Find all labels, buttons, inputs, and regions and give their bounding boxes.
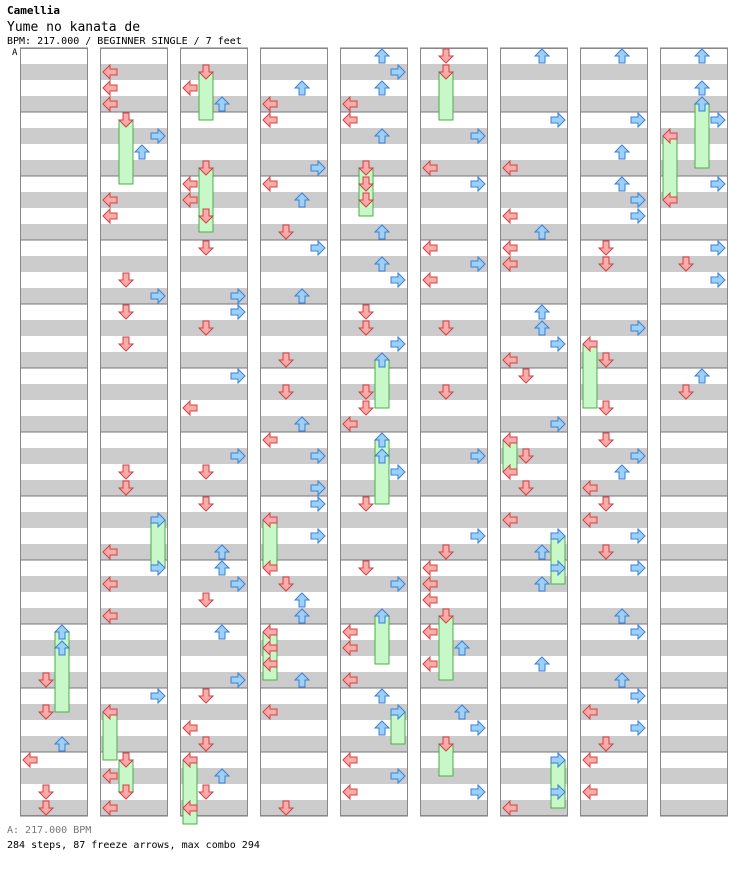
freeze-body (663, 136, 677, 200)
lane-stripe (660, 320, 728, 336)
arrow-note (711, 113, 725, 127)
arrow-note (199, 241, 213, 255)
lane-stripe (20, 544, 88, 560)
arrow-note (711, 273, 725, 287)
lane-stripe (660, 512, 728, 528)
lane-stripe (580, 608, 648, 624)
arrow-note (183, 177, 197, 191)
lane-stripe (420, 800, 488, 816)
lane-stripe (180, 64, 248, 80)
lane-stripe (420, 192, 488, 208)
arrow-note (471, 177, 485, 191)
lane-stripe (500, 64, 568, 80)
arrow-note (439, 49, 453, 63)
arrow-note (503, 241, 517, 255)
arrow-note (615, 177, 629, 191)
lane-stripe (20, 160, 88, 176)
lane-stripe (660, 352, 728, 368)
lane-stripe (500, 192, 568, 208)
arrow-note (343, 113, 357, 127)
arrow-note (103, 209, 117, 223)
lane-stripe (580, 672, 648, 688)
arrow-note (631, 529, 645, 543)
arrow-note (695, 81, 709, 95)
lane-stripe (660, 608, 728, 624)
lane-stripe (660, 64, 728, 80)
arrow-note (519, 369, 533, 383)
lane-stripe (420, 704, 488, 720)
arrow-note (295, 593, 309, 607)
lane-stripe (660, 672, 728, 688)
lane-stripe (580, 96, 648, 112)
lane-stripe (500, 672, 568, 688)
lane-stripe (420, 288, 488, 304)
lane-stripe (420, 544, 488, 560)
arrow-note (343, 625, 357, 639)
lane-stripe (420, 320, 488, 336)
arrow-note (391, 337, 405, 351)
lane-stripe (20, 224, 88, 240)
arrow-note (135, 145, 149, 159)
lane-stripe (660, 384, 728, 400)
arrow-note (183, 721, 197, 735)
lane-stripe (180, 128, 248, 144)
lane-stripe (20, 64, 88, 80)
lane-stripe (260, 800, 328, 816)
arrow-note (151, 689, 165, 703)
arrow-note (263, 433, 277, 447)
arrow-note (423, 593, 437, 607)
lane-stripe (580, 640, 648, 656)
lane-stripe (100, 480, 168, 496)
arrow-note (535, 657, 549, 671)
arrow-note (231, 369, 245, 383)
lane-stripe (580, 576, 648, 592)
arrow-note (599, 433, 613, 447)
lane-stripe (580, 544, 648, 560)
lane-stripe (100, 640, 168, 656)
lane-stripe (20, 672, 88, 688)
lane-stripe (20, 704, 88, 720)
arrow-note (551, 337, 565, 351)
lane-stripe (660, 768, 728, 784)
lane-stripe (20, 576, 88, 592)
lane-stripe (260, 128, 328, 144)
lane-stripe (580, 64, 648, 80)
lane-stripe (100, 256, 168, 272)
lane-stripe (660, 480, 728, 496)
lane-stripe (180, 224, 248, 240)
lane-stripe (420, 384, 488, 400)
lane-stripe (20, 640, 88, 656)
lane-stripe (100, 160, 168, 176)
lane-stripe (580, 736, 648, 752)
lane-stripe (20, 512, 88, 528)
lane-stripe (340, 160, 408, 176)
lane-stripe (20, 736, 88, 752)
lane-stripe (660, 704, 728, 720)
lane-stripe (420, 512, 488, 528)
lane-stripe (20, 480, 88, 496)
bpm-legend: A: 217.000 BPM (7, 825, 92, 836)
arrow-note (359, 561, 373, 575)
arrow-note (599, 241, 613, 255)
lane-stripe (660, 736, 728, 752)
arrow-note (263, 177, 277, 191)
arrow-note (375, 721, 389, 735)
lane-stripe (420, 768, 488, 784)
arrow-note (311, 497, 325, 511)
arrow-note (423, 561, 437, 575)
arrow-note (215, 561, 229, 575)
lane-stripe (660, 800, 728, 816)
arrow-note (103, 81, 117, 95)
lane-stripe (100, 416, 168, 432)
arrow-note (631, 209, 645, 223)
bpm-marker-label: A (12, 48, 18, 58)
lane-stripe (260, 576, 328, 592)
lane-stripe (500, 224, 568, 240)
lane-stripe (420, 736, 488, 752)
arrow-note (391, 465, 405, 479)
lane-stripe (260, 384, 328, 400)
lane-stripe (660, 640, 728, 656)
lane-stripe (340, 384, 408, 400)
freeze-body (583, 344, 597, 408)
arrow-note (231, 305, 245, 319)
lane-stripe (580, 768, 648, 784)
lane-stripe (180, 640, 248, 656)
lane-stripe (660, 224, 728, 240)
arrow-note (119, 305, 133, 319)
arrow-note (199, 593, 213, 607)
arrow-note (631, 721, 645, 735)
arrow-note (551, 113, 565, 127)
lane-stripe (580, 160, 648, 176)
lane-stripe (340, 256, 408, 272)
arrow-note (423, 241, 437, 255)
lane-stripe (20, 800, 88, 816)
lane-stripe (100, 320, 168, 336)
arrow-note (503, 209, 517, 223)
arrow-note (615, 49, 629, 63)
lane-stripe (20, 96, 88, 112)
lane-stripe (420, 416, 488, 432)
lane-stripe (580, 256, 648, 272)
arrow-note (423, 273, 437, 287)
lane-stripe (180, 96, 248, 112)
arrow-note (711, 177, 725, 191)
arrow-note (295, 81, 309, 95)
arrow-note (423, 625, 437, 639)
arrow-note (263, 113, 277, 127)
lane-stripe (100, 224, 168, 240)
arrow-note (535, 49, 549, 63)
lane-stripe (260, 288, 328, 304)
lane-stripe (180, 352, 248, 368)
lane-stripe (20, 352, 88, 368)
lane-stripe (20, 608, 88, 624)
lane-stripe (180, 736, 248, 752)
freeze-body (439, 616, 453, 680)
arrow-note (375, 49, 389, 63)
arrow-note (199, 465, 213, 479)
lane-stripe (20, 256, 88, 272)
lane-stripe (660, 576, 728, 592)
arrow-note (311, 241, 325, 255)
lane-stripe (340, 608, 408, 624)
arrow-note (631, 113, 645, 127)
lane-stripe (580, 416, 648, 432)
lane-stripe (180, 512, 248, 528)
lane-stripe (260, 608, 328, 624)
lane-stripe (260, 192, 328, 208)
lane-stripe (20, 448, 88, 464)
lane-stripe (180, 256, 248, 272)
lane-stripe (20, 192, 88, 208)
lane-stripe (340, 320, 408, 336)
lane-stripe (260, 320, 328, 336)
arrow-note (471, 529, 485, 543)
lane-stripe (580, 128, 648, 144)
lane-stripe (500, 480, 568, 496)
arrow-note (375, 689, 389, 703)
lane-stripe (500, 320, 568, 336)
artist-name: Camellia (7, 4, 60, 17)
lane-stripe (420, 64, 488, 80)
arrow-note (615, 465, 629, 479)
lane-stripe (340, 448, 408, 464)
arrow-note (119, 465, 133, 479)
lane-stripe (180, 704, 248, 720)
arrow-note (199, 785, 213, 799)
arrow-note (311, 529, 325, 543)
lane-stripe (420, 480, 488, 496)
lane-stripe (340, 128, 408, 144)
lane-stripe (420, 96, 488, 112)
arrow-note (631, 625, 645, 639)
lane-stripe (500, 704, 568, 720)
lane-stripe (500, 736, 568, 752)
lane-stripe (420, 672, 488, 688)
lane-stripe (180, 480, 248, 496)
arrow-note (359, 497, 373, 511)
arrow-note (199, 689, 213, 703)
arrow-note (343, 753, 357, 767)
lane-stripe (260, 256, 328, 272)
lane-stripe (100, 352, 168, 368)
lane-stripe (340, 352, 408, 368)
arrow-note (583, 753, 597, 767)
arrow-note (391, 273, 405, 287)
lane-stripe (340, 224, 408, 240)
lane-stripe (500, 640, 568, 656)
arrow-note (359, 305, 373, 319)
lane-stripe (500, 384, 568, 400)
lane-stripe (260, 768, 328, 784)
lane-stripe (420, 608, 488, 624)
lane-stripe (180, 416, 248, 432)
lane-stripe (660, 448, 728, 464)
arrow-note (535, 305, 549, 319)
arrow-note (119, 337, 133, 351)
arrow-note (183, 401, 197, 415)
arrow-note (711, 241, 725, 255)
arrow-note (615, 145, 629, 159)
lane-stripe (340, 480, 408, 496)
freeze-body (695, 104, 709, 168)
lane-stripe (580, 800, 648, 816)
arrow-note (695, 369, 709, 383)
arrow-note (183, 81, 197, 95)
lane-stripe (660, 256, 728, 272)
lane-stripe (260, 416, 328, 432)
lane-stripe (260, 224, 328, 240)
lane-stripe (660, 416, 728, 432)
lane-stripe (580, 224, 648, 240)
lane-stripe (260, 64, 328, 80)
arrow-note (631, 561, 645, 575)
arrow-note (39, 785, 53, 799)
freeze-body (119, 120, 133, 184)
lane-stripe (20, 288, 88, 304)
lane-stripe (500, 608, 568, 624)
arrow-note (695, 49, 709, 63)
arrow-note (23, 753, 37, 767)
chart-meta: BPM: 217.000 / BEGINNER SINGLE / 7 feet (7, 36, 242, 47)
lane-stripe (500, 288, 568, 304)
arrow-note (471, 721, 485, 735)
arrow-note (199, 497, 213, 511)
arrow-note (583, 785, 597, 799)
lane-stripe (660, 96, 728, 112)
arrow-note (359, 401, 373, 415)
lane-stripe (580, 288, 648, 304)
arrow-note (599, 497, 613, 511)
lane-stripe (20, 768, 88, 784)
lane-stripe (100, 448, 168, 464)
lane-stripe (100, 672, 168, 688)
lane-stripe (660, 288, 728, 304)
arrow-note (119, 273, 133, 287)
lane-stripe (420, 352, 488, 368)
arrow-note (375, 81, 389, 95)
chart-summary: 284 steps, 87 freeze arrows, max combo 294 (7, 840, 260, 851)
lane-stripe (500, 96, 568, 112)
arrow-note (343, 785, 357, 799)
arrow-note (423, 657, 437, 671)
arrow-note (215, 625, 229, 639)
arrow-note (471, 785, 485, 799)
lane-stripe (20, 128, 88, 144)
lane-stripe (660, 544, 728, 560)
lane-stripe (340, 544, 408, 560)
lane-stripe (180, 384, 248, 400)
lane-stripe (20, 320, 88, 336)
lane-stripe (340, 512, 408, 528)
lane-stripe (260, 736, 328, 752)
lane-stripe (420, 224, 488, 240)
lane-stripe (180, 320, 248, 336)
lane-stripe (180, 160, 248, 176)
lane-stripe (500, 128, 568, 144)
arrow-note (631, 689, 645, 703)
freeze-body (55, 648, 69, 712)
lane-stripe (20, 384, 88, 400)
lane-stripe (100, 384, 168, 400)
lane-stripe (420, 640, 488, 656)
lane-stripe (340, 800, 408, 816)
lane-stripe (180, 544, 248, 560)
lane-stripe (340, 288, 408, 304)
lane-stripe (20, 416, 88, 432)
lane-stripe (260, 352, 328, 368)
arrow-note (599, 401, 613, 415)
song-title: Yume no kanata de (7, 20, 141, 35)
lane-stripe (340, 192, 408, 208)
lane-stripe (180, 608, 248, 624)
